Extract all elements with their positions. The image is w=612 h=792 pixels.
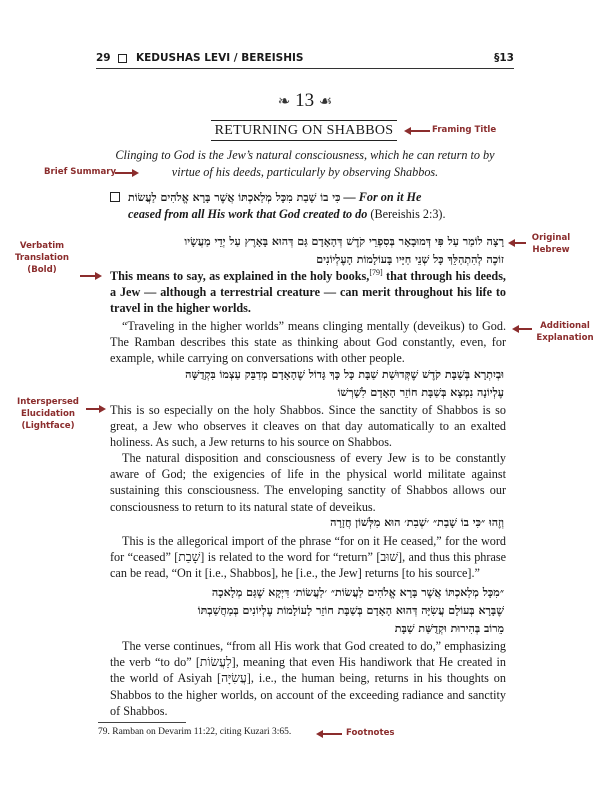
annotation-framing-title: Framing Title xyxy=(432,125,497,135)
annotation-line: Hebrew xyxy=(532,245,570,255)
running-header xyxy=(96,52,514,68)
checkbox-icon xyxy=(110,192,120,202)
hebrew-line: עֶלְיוֹנָה נִמְצָא בְּשַׁבָּת חוֹזֵר הָאָדָם לִשָׁרְשׁוֹ xyxy=(337,386,504,399)
hebrew-line: זוֹכֶה לְהִתְהַלֵּךְ כָּל שְׁנֵי חַיָּיו בָּעוֹלָמוֹת הָעֶלְיוֹנִים xyxy=(316,253,504,266)
annotation-additional-explanation xyxy=(532,320,598,344)
book-title: KEDUSHAS LEVI / BEREISHIS xyxy=(136,52,304,64)
translation-paragraph-1 xyxy=(110,268,506,317)
fleuron-left-icon: ❧ xyxy=(277,94,291,110)
fleuron-right-icon: ☙ xyxy=(318,94,333,110)
annotation-line: (Bold) xyxy=(27,265,57,275)
arrow-right-icon xyxy=(115,172,133,174)
annotation-line: Additional xyxy=(540,321,590,331)
annotation-original-hebrew xyxy=(526,232,576,256)
hebrew-line: וְזֶהוּ ״כִּי בוֹ שָׁבַת״ ׳שְׁבִת׳ הוּא מִלְּשׁוֹן חֲזָרָה xyxy=(330,516,504,529)
verse-translation-line2: ceased from all His work that God created to do xyxy=(128,207,368,221)
arrow-left-icon xyxy=(410,130,430,132)
annotation-interspersed-elucidation xyxy=(10,396,86,432)
verse-hebrew: כִּי בוֹ שָׁבַת מִכָּל מְלַאכְתּוֹ אֲשֶׁר בָּרָא אֱלֹהִים לַעֲשׂוֹת xyxy=(128,191,341,204)
arrow-left-icon xyxy=(514,242,526,244)
annotation-line: Elucidation xyxy=(20,409,75,419)
annotation-line: Translation xyxy=(14,253,69,263)
section-number xyxy=(200,90,410,112)
verse-translation-line1: — For on it He xyxy=(340,190,422,204)
hebrew-line: וּבְיִתְרָא בְּשַׁבָּת קֹדֶשׁ שֶׁקְּדוּשַׁת שַׁבָּת כָּל כָּךְ גָּדוֹל שֶׁהָאָדָם מְדַבֵּק עַצְמוֹ בִּקְדֻשָּׁה xyxy=(185,368,504,381)
annotation-brief-summary: Brief Summary xyxy=(44,167,117,177)
verse-citation: (Bereishis 2:3). xyxy=(367,207,446,221)
footnote-ref[interactable]: [79] xyxy=(369,267,383,277)
hebrew-line: רָצָה לוֹמַר עַל פִּי דְּמוּבָאָר בְּסִפְרֵי קֹדֶשׁ דְּהָאָדָם גַּם דְּהוּא בָּאָרֶץ עַל יְדֵי מַעֲשָׂיו xyxy=(184,235,504,248)
section-number-text: 13 xyxy=(295,90,315,111)
bold-translation: This means to say, as explained in the holy books, xyxy=(110,269,370,283)
footnote-text: 79. Ramban on Devarim 11:22, citing Kuzari 3:65. xyxy=(98,727,292,737)
annotation-line: Explanation xyxy=(536,333,594,343)
brief-summary: Clinging to God is the Jew’s natural consciousness, which he can return to by virtue of his deeds, particularly by observing Shabbos. xyxy=(115,148,495,179)
verse-block xyxy=(110,189,506,222)
annotation-footnotes: Footnotes xyxy=(346,728,395,738)
hebrew-paragraph-1 xyxy=(124,233,504,269)
footnote-rule xyxy=(98,722,186,723)
page-number: 29 xyxy=(96,52,111,64)
annotation-line: Verbatim xyxy=(19,241,65,251)
elucidation-paragraph: This is so especially on the holy Shabbos. Since the sanctity of Shabbos is so great, a Jew who observes it cleaves on that day automatically to an exalted holiness. As such, a Jew returns to his source on Shabbos. xyxy=(110,403,506,450)
framing-title xyxy=(206,120,402,141)
annotation-verbatim-translation xyxy=(6,240,78,276)
annotation-line: Original xyxy=(531,233,571,243)
arrow-right-icon xyxy=(86,408,100,410)
arrow-left-icon xyxy=(322,733,342,735)
annotation-line: Interspersed xyxy=(17,397,79,407)
hebrew-line: ״מִכָּל מְלַאכְתּוֹ אֲשֶׁר בָּרָא אֱלֹהִים לַעֲשׂוֹת״ ׳לַעֲשׂוֹת׳ דִּיְקָא שֶׁגַּם מְלָאכָה xyxy=(211,586,504,599)
arrow-left-icon xyxy=(518,328,532,330)
hebrew-paragraph-2 xyxy=(124,366,504,402)
header-rule xyxy=(96,68,514,69)
bold-translation: that through his deeds, a Jew — although a terrestrial creature — can merit throughout his life to travel in the higher worlds. xyxy=(110,269,506,316)
square-bullet-icon xyxy=(118,54,127,63)
hebrew-line: שֶׁבָּרָא בְּעוֹלָם עֲשִׂיָּה דְּהוּא הָאָדָם בְּשַׁבָּת חוֹזֵר לָעוֹלָמוֹת עֶלְיוֹנִים בְּמַחֲשַׁבְתּוֹ xyxy=(197,604,504,617)
hebrew-paragraph-3 xyxy=(124,514,504,532)
arrow-right-icon xyxy=(80,275,96,277)
hebrew-paragraph-4 xyxy=(124,584,504,638)
continuation-paragraph: The verse continues, “from all His work that God created to do,” emphasizing the verb “to do” [לַעֲשׂוֹת], meaning that even His handiwork that He created in the world of Asiyah [עֲשִׂיָּה], i.e., the human being, returns in his thoughts on Shabbos to the higher worlds, on account of the exceeding radiance and sanctity of Shabbos. xyxy=(110,639,506,718)
explanation-paragraph-2: The natural disposition and consciousness of every Jew is to be constantly aware of God; the exigencies of life in the physical world militate against sustaining this consciousness. The enveloping sanctity of Shabbos allows our consciousness to return to its natural state of deveikus. xyxy=(110,451,506,514)
annotation-line: (Lightface) xyxy=(21,421,75,431)
section-reference: §13 xyxy=(494,52,514,64)
title-text: RETURNING ON SHABBOS xyxy=(211,120,398,141)
hebrew-line: מֵרוֹב בְּהִירוּת וּקְדֻשַּׁת שַׁבָּת xyxy=(394,622,504,635)
allegory-paragraph: This is the allegorical import of the phrase “for on it He ceased,” for the word for “ceased” [שָׁבַת] is related to the word for “return” [שׁוּב], and thus this phrase can be read, “On it [i.e., Shabbos], he [i.e., the Jew] returns [to his source].” xyxy=(110,534,507,581)
explanation-paragraph: “Traveling in the higher worlds” means clinging mentally (deveikus) to God. The Ramban describes this state as thinking about God constantly, even, for example, while carrying on conversations with other people. xyxy=(110,319,506,366)
